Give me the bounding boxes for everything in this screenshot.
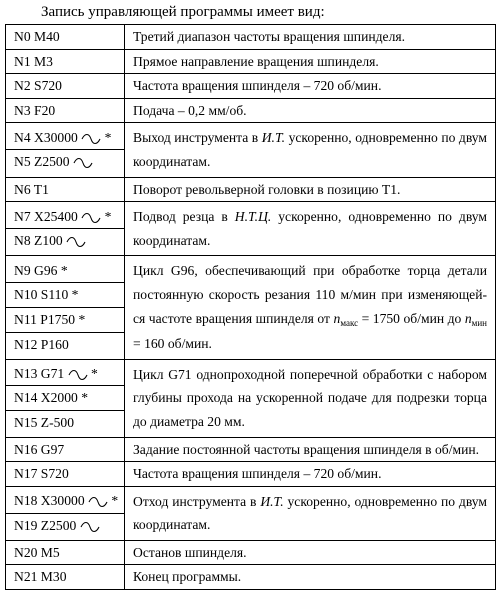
block-code	[6, 282, 124, 307]
description-text: Задание постоянной частоты вращения шпинделя в об/мин.	[133, 441, 480, 457]
table-row	[6, 98, 496, 123]
program-table	[5, 24, 496, 590]
point-abbreviation: Н.Т.Ц.	[234, 209, 272, 225]
block-code-text: N0 M40	[14, 29, 60, 44]
block-marker: *	[101, 129, 112, 145]
table-row	[6, 177, 496, 202]
block-marker: *	[108, 493, 119, 509]
table-row	[6, 256, 496, 359]
block-description	[125, 74, 496, 99]
block-code	[6, 259, 124, 283]
block-description	[125, 565, 496, 590]
table-row	[6, 540, 496, 565]
table-row	[6, 25, 496, 50]
block-code-cell	[6, 437, 125, 462]
block-code	[6, 126, 124, 150]
description-text: ускоренно, одновременно по двум координатам.	[133, 209, 488, 248]
block-code	[6, 178, 124, 202]
block-code-cell	[6, 202, 125, 256]
block-description	[125, 486, 496, 540]
block-code	[6, 307, 124, 332]
rapid-move-icon	[68, 369, 88, 381]
block-code-text: N4 X30000	[14, 129, 78, 145]
block-code-text: N11 P1750	[14, 312, 76, 328]
block-marker: *	[57, 262, 68, 278]
block-description	[125, 177, 496, 202]
block-code-text: N12 P160	[14, 336, 69, 352]
description-text: Поворот револьверной головки в позицию Т1.	[133, 181, 401, 197]
block-code-text: N9 G96	[14, 262, 58, 278]
table-row	[6, 462, 496, 487]
description-text: Частота вращения шпинделя – 720 об/мин.	[133, 78, 382, 94]
subscript: мин	[471, 317, 487, 328]
block-code-cell	[6, 359, 125, 437]
description-text: ускоренно, одновременно по двум координатам.	[133, 493, 487, 533]
block-code-cell	[6, 486, 125, 540]
block-code-text: N17 S720	[14, 466, 69, 482]
table-row	[6, 486, 496, 540]
block-code	[6, 438, 124, 462]
block-code-text: N13 G71	[14, 365, 65, 381]
program-table-body	[6, 25, 496, 590]
table-row	[6, 359, 496, 437]
block-code	[6, 228, 124, 253]
block-code	[6, 462, 124, 486]
rapid-move-icon	[80, 521, 100, 533]
block-description	[125, 437, 496, 462]
description-text: Цикл G71 однопроходной поперечной обработки с набором глубины прохода на ускоренной подаче для подрезки торца до диаметра 20 мм.	[133, 366, 487, 429]
table-row	[6, 202, 496, 256]
description-text: Цикл G96, обеспечивающий при обработке торца детали постоянную скорость резания 110 м/мин при изменяющей-ся частоте вращения шпинделя от	[133, 263, 487, 326]
block-marker: *	[87, 365, 98, 381]
block-code	[6, 565, 124, 589]
description-text: ускоренно, одновременно по двум координатам.	[133, 130, 488, 169]
block-code-cell	[6, 565, 125, 590]
block-code-cell	[6, 98, 125, 123]
block-description	[125, 25, 496, 50]
variable-n: n	[333, 310, 341, 326]
block-code-cell	[6, 462, 125, 487]
block-code-cell	[6, 123, 125, 177]
block-description	[125, 462, 496, 487]
table-row	[6, 437, 496, 462]
description-text: Конец программы.	[133, 569, 242, 585]
description-text: Отход инструмента в	[133, 493, 261, 509]
block-code	[6, 332, 124, 357]
block-code	[6, 99, 124, 123]
block-code	[6, 513, 124, 538]
block-code	[6, 74, 124, 98]
block-description	[125, 49, 496, 74]
description-text: = 160 об/мин.	[133, 336, 212, 352]
block-code-cell	[6, 256, 125, 359]
block-code-text: N15 Z-500	[14, 414, 75, 430]
block-code	[6, 25, 124, 49]
description-text: Подвод резца в	[133, 209, 235, 225]
block-description	[125, 540, 496, 565]
block-code-text: N1 M3	[14, 53, 53, 69]
block-marker: *	[77, 390, 89, 406]
variable-n: n	[464, 310, 472, 326]
block-code-text: N8 Z100	[14, 233, 63, 249]
description-text: Выход инструмента в	[133, 130, 262, 146]
block-code	[6, 50, 124, 74]
block-code-text: N2 S720	[14, 78, 62, 94]
block-code	[6, 362, 124, 386]
block-code-text: N19 Z2500	[14, 517, 77, 533]
block-code-text: N3 F20	[14, 102, 56, 118]
block-code-cell	[6, 540, 125, 565]
block-code-text: N21 M30	[14, 569, 67, 585]
rapid-move-icon	[66, 236, 86, 248]
description-text: Останов шпинделя.	[133, 544, 247, 560]
point-abbreviation: И.Т.	[261, 130, 286, 146]
table-row	[6, 123, 496, 177]
caption: Запись управляющей программы имеет вид:	[41, 4, 325, 20]
block-description	[125, 256, 496, 359]
block-code-text: N7 X25400	[14, 208, 78, 224]
description-text: Частота вращения шпинделя – 720 об/мин.	[133, 466, 382, 482]
subscript: макс	[340, 317, 359, 328]
description-text: Подача – 0,2 мм/об.	[133, 102, 247, 118]
block-description	[125, 123, 496, 177]
block-code-text: N18 X30000	[14, 493, 85, 509]
rapid-move-icon	[81, 133, 101, 145]
block-code-cell	[6, 49, 125, 74]
block-code-cell	[6, 25, 125, 50]
block-code-text: N10 S110	[14, 287, 69, 303]
table-row	[6, 565, 496, 590]
block-code	[6, 385, 124, 410]
point-abbreviation: И.Т.	[260, 493, 284, 509]
table-row	[6, 74, 496, 99]
block-code-text: N20 M5	[14, 544, 60, 560]
block-marker: *	[68, 287, 79, 303]
block-code	[6, 489, 124, 513]
block-code-text: N16 G97	[14, 441, 65, 457]
description-text: = 1750 об/мин до	[358, 310, 465, 326]
block-code	[6, 149, 124, 174]
description-text: Третий диапазон частоты вращения шпинделя.	[133, 29, 406, 44]
block-description	[125, 98, 496, 123]
rapid-move-icon	[73, 157, 93, 169]
rapid-move-icon	[81, 212, 101, 224]
block-code-cell	[6, 74, 125, 99]
block-code-text: N6 T1	[14, 181, 49, 197]
block-code	[6, 410, 124, 435]
table-row	[6, 49, 496, 74]
block-code-text: N14 X2000	[14, 390, 78, 406]
block-code-cell	[6, 177, 125, 202]
block-description	[125, 202, 496, 256]
block-marker: *	[75, 312, 86, 328]
block-code	[6, 205, 124, 229]
block-code-text: N5 Z2500	[14, 154, 70, 170]
description-text: Прямое направление вращения шпинделя.	[133, 53, 379, 69]
block-code	[6, 541, 124, 565]
rapid-move-icon	[88, 496, 108, 508]
block-marker: *	[101, 208, 112, 224]
block-description	[125, 359, 496, 437]
